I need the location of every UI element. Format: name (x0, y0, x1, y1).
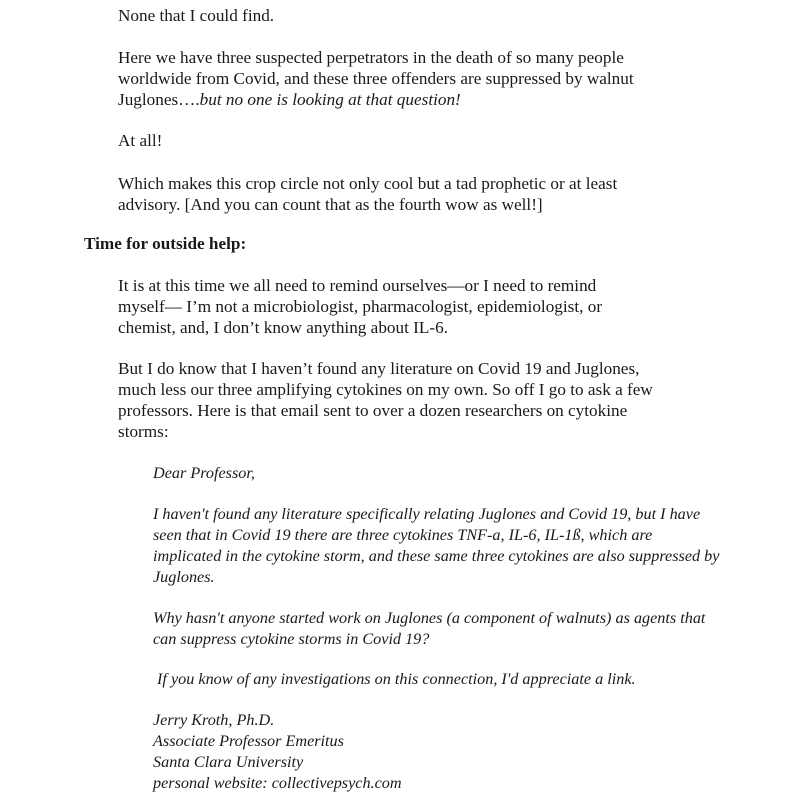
letter-signature (153, 710, 713, 794)
text-line: much less our three amplifying cytokines on my own. So off I go to ask a few (118, 380, 653, 399)
text-line: If you know of any investigations on this connection, I'd appreciate a link. (153, 670, 636, 688)
paragraph-none-found (118, 5, 698, 26)
text-line: Which makes this crop circle not only cool but a tad prophetic or at least (118, 174, 618, 193)
text-line (118, 89, 698, 110)
text-line: myself— I’m not a microbiologist, pharmacologist, epidemiologist, or (118, 297, 603, 316)
paragraph-suspected-perpetrators (118, 47, 698, 110)
letter-paragraph-findings (153, 504, 720, 588)
text-line: It is at this time we all need to remind ourselves—or I need to remind (118, 276, 597, 295)
paragraph-crop-circle (118, 173, 698, 215)
text-line: Why hasn't anyone started work on Juglones (a component of walnuts) as agents that (153, 609, 706, 627)
text-line: chemist, and, I don’t know anything about IL-6. (118, 318, 449, 337)
text-line: But I do know that I haven’t found any literature on Covid 19 and Juglones, (118, 359, 640, 378)
text-line: worldwide from Covid, and these three offenders are suppressed by walnut (118, 69, 634, 88)
letter-salutation (153, 463, 713, 484)
signature-institution: Santa Clara University (153, 753, 304, 771)
text-line: storms: (118, 422, 169, 441)
text-line: Juglones. (153, 568, 215, 586)
text-run: Juglones…. (118, 90, 200, 109)
text-line: I haven't found any literature specifically relating Juglones and Covid 19, but I have (153, 505, 701, 523)
text-line: Here we have three suspected perpetrators in the death of so many people (118, 48, 624, 67)
paragraph-at-all (118, 130, 698, 151)
text-line: seen that in Covid 19 there are three cytokines TNF-a, IL-6, IL-1ß, which are (153, 526, 653, 544)
text-line: None that I could find. (118, 6, 275, 25)
letter-paragraph-request (153, 669, 713, 690)
signature-website: personal website: collectivepsych.com (153, 774, 402, 792)
signature-title: Associate Professor Emeritus (153, 732, 344, 750)
text-line: advisory. [And you can count that as the fourth wow as well!] (118, 195, 543, 214)
letter-paragraph-question (153, 608, 713, 650)
text-line: can suppress cytokine storms in Covid 19? (153, 630, 430, 648)
section-heading: Time for outside help: (84, 234, 247, 253)
text-line: professors. Here is that email sent to over a dozen researchers on cytokine (118, 401, 628, 420)
italic-emphasis: but no one is looking at that question! (199, 90, 461, 109)
text-line: Dear Professor, (153, 464, 255, 482)
paragraph-disclaimer (118, 275, 698, 338)
signature-name: Jerry Kroth, Ph.D. (153, 711, 275, 729)
paragraph-literature (118, 358, 698, 442)
text-line: At all! (118, 131, 163, 150)
text-line: implicated in the cytokine storm, and these same three cytokines are also suppressed by (153, 547, 720, 565)
